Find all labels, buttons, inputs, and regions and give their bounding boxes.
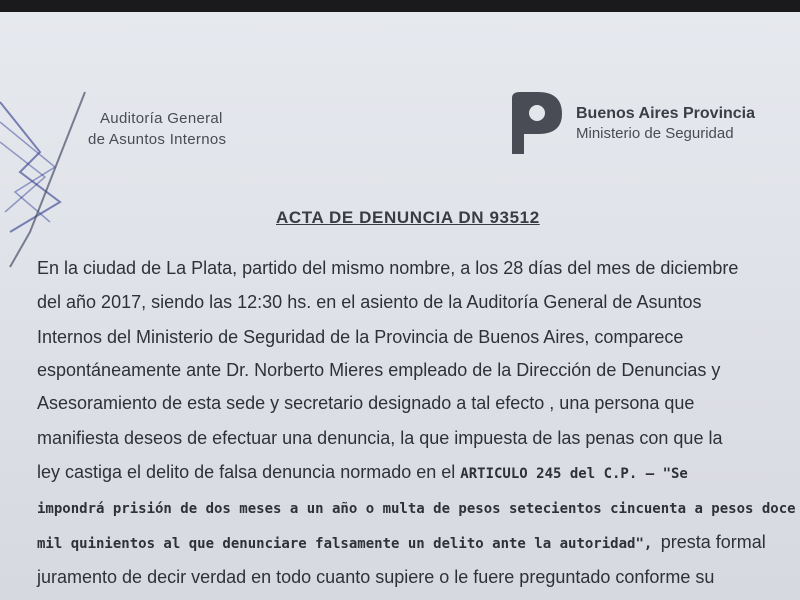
quoted-law-line: impondrá prisión de dos meses a un año o multa de pesos setecientos cincuenta a pesos doce <box>37 501 796 517</box>
body-text: presta formal <box>660 532 766 552</box>
office-line-1: Auditoría General <box>100 110 223 127</box>
quoted-law-text: mil quinientos al que denunciare falsamente un delito ante la autoridad", <box>37 536 661 552</box>
province-p-logo-icon <box>508 88 566 158</box>
brand-name: Buenos Aires Provincia <box>576 105 756 122</box>
body-line: espontáneamente ante Dr. Norberto Mieres empleado de la Dirección de Denuncias y <box>37 360 721 380</box>
document-page <box>0 12 800 600</box>
brand-subtitle: Ministerio de Seguridad <box>576 125 734 142</box>
body-text: ley castiga el delito de falsa denuncia normado en el <box>37 462 461 482</box>
body-line: del año 2017, siendo las 12:30 hs. en el asiento de la Auditoría General de Asuntos <box>37 292 702 312</box>
body-line: En la ciudad de La Plata, partido del mismo nombre, a los 28 días del mes de diciembre <box>37 258 739 278</box>
document-title: ACTA DE DENUNCIA DN 93512 <box>276 208 540 227</box>
body-line-with-article <box>37 462 688 483</box>
article-reference: ARTICULO 245 del C.P. – "Se <box>460 466 688 482</box>
office-line-2: de Asuntos Internos <box>88 131 227 148</box>
body-line: manifiesta deseos de efectuar una denuncia, la que impuesta de las penas con que la <box>37 428 723 448</box>
body-line: Internos del Ministerio de Seguridad de la Provincia de Buenos Aires, comparece <box>37 327 684 347</box>
quoted-law-line-end <box>37 532 766 553</box>
ministry-brand <box>508 88 798 158</box>
body-line: Asesoramiento de esta sede y secretario designado a tal efecto , una persona que <box>37 393 695 413</box>
body-line: juramento de decir verdad en todo cuanto supiere o le fuere preguntado conforme su <box>37 567 715 587</box>
issuing-office <box>88 108 226 150</box>
